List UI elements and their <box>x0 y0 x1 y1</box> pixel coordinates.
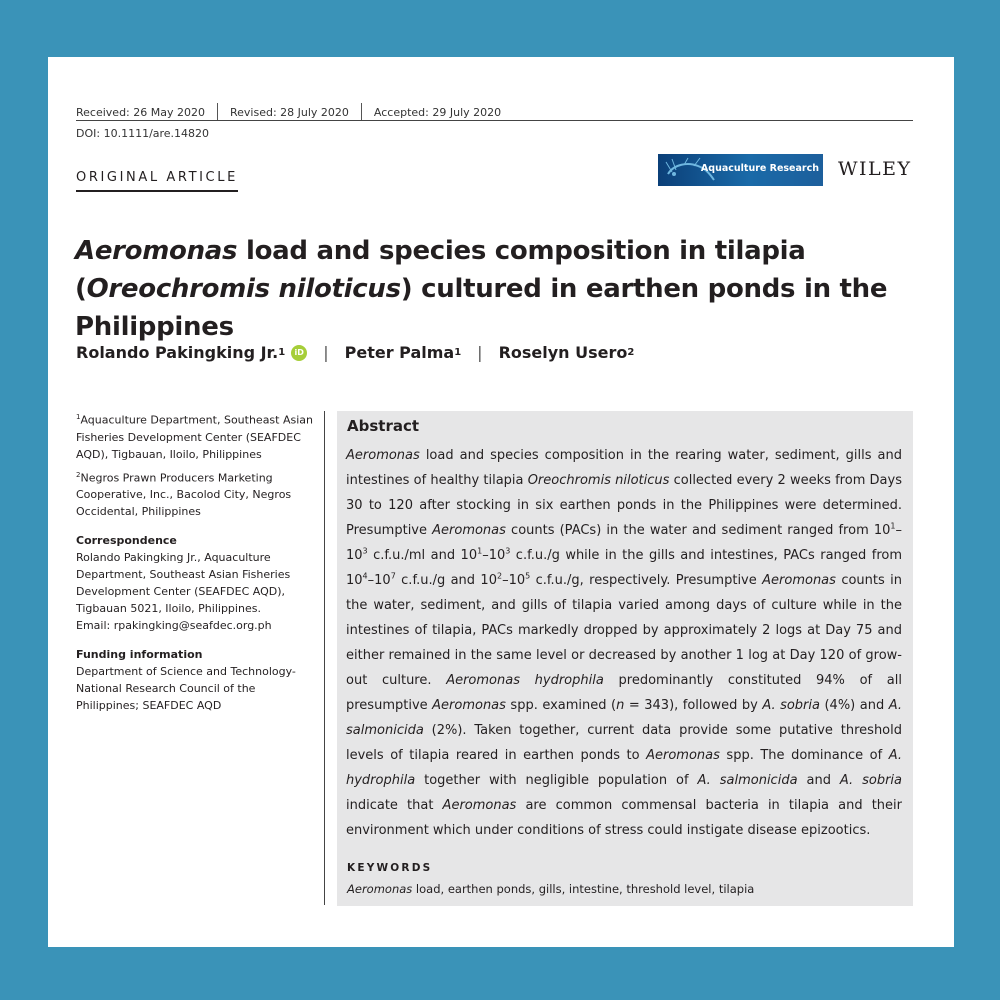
abstract-panel <box>337 411 913 906</box>
divider <box>361 103 362 121</box>
journal-name: Aquaculture Research <box>700 163 819 174</box>
orcid-icon[interactable]: iD <box>291 345 307 361</box>
keywords-list: Aeromonas load, earthen ponds, gills, intestine, threshold level, tilapia <box>347 882 755 896</box>
author-aff: 1 <box>278 347 286 358</box>
abstract-text: Aeromonas load and species composition in the rearing water, sediment, gills and intestines of healthy tilapia Oreochromis niloticus collected every 2 weeks from Days 30 to 120 after stocking in six earthen ponds in the Philippines were determined. Presumptive Aeromonas counts (PACs) in the water and sediment ranged from $10^1-10^3$ c.f.u./ml and $10^1-10^3$ c.f.u./g while in the gills and intestines, PACs ranged from $10^4-10^7$ c.f.u./g and $10^2-10^5$ c.f.u./g, respectively. Presumptive Aeromonas counts in the water, sediment, and gills of tilapia varied among days of culture while in the intestines of tilapia, PACs markedly dropped by approximately 2 logs at Day 75 and either remained in the same level or decreased by another 1 log at Day 120 of grow-out culture. Aeromonas hydrophila predominantly constituted 94% of all presumptive Aeromonas spp. examined (n = 343), followed by A. sobria (4%) and A. salmonicida (2%). Taken together, current data provide some putative threshold levels of tilapia reared in earthen ponds to Aeromonas spp. The dominance of A. hydrophila together with negligible population of A. salmonicida and A. sobria indicate that Aeromonas are common commensal bacteria in tilapia and their environment which under conditions of stress could instigate disease epizootics. <box>346 448 903 838</box>
header-rule <box>76 120 913 121</box>
column-divider <box>324 411 325 905</box>
keywords-heading: KEYWORDS <box>347 862 433 874</box>
revised-date: Revised: 28 July 2020 <box>229 105 349 119</box>
journal-logo[interactable] <box>658 154 823 186</box>
doi[interactable]: DOI: 10.1111/are.14820 <box>76 127 210 140</box>
author-name[interactable]: Roselyn Usero <box>498 343 628 362</box>
author-name[interactable]: Peter Palma <box>344 343 455 362</box>
divider <box>217 103 218 121</box>
history-dates <box>76 103 501 121</box>
author-aff: 1 <box>454 347 462 358</box>
abstract-heading: Abstract <box>347 417 420 435</box>
received-date: Received: 26 May 2020 <box>76 105 205 119</box>
funding-heading: Funding information <box>76 648 203 662</box>
correspondence-text: Rolando Pakingking Jr., Aquaculture Department, Southeast Asian Fisheries Development Center (SEAFDEC AQD), Tigbauan 5021, Iloilo, Philippines. <box>76 551 291 616</box>
affiliation: $^2$Negros Prawn Producers Marketing Cooperative, Inc., Bacolod City, Negros Occidental, Philippines <box>76 470 292 519</box>
author-separator: | <box>477 343 483 362</box>
correspondence-email[interactable]: Email: rpakingking@seafdec.org.ph <box>76 619 272 633</box>
author-name[interactable]: Rolando Pakingking Jr. <box>76 343 279 362</box>
correspondence-heading: Correspondence <box>76 534 177 548</box>
author-list <box>76 343 634 362</box>
accepted-date: Accepted: 29 July 2020 <box>373 105 502 119</box>
author-aff: 2 <box>627 347 635 358</box>
publisher-logo[interactable]: WILEY <box>838 158 912 180</box>
article-type: ORIGINAL ARTICLE <box>76 170 238 192</box>
funding-text: Department of Science and Technology-National Research Council of the Philippines; SEAFDEC AQD <box>76 665 296 713</box>
article-sidebar <box>76 409 316 718</box>
author-separator: | <box>323 343 329 362</box>
article-title: Aeromonas load and species composition in tilapia (Oreochromis niloticus) cultured in earthen ponds in the Philippines <box>75 236 888 342</box>
affiliation: $^1$Aquaculture Department, Southeast Asian Fisheries Development Center (SEAFDEC AQD), Tigbauan, Iloilo, Philippines <box>76 413 313 461</box>
article-page <box>48 57 954 947</box>
